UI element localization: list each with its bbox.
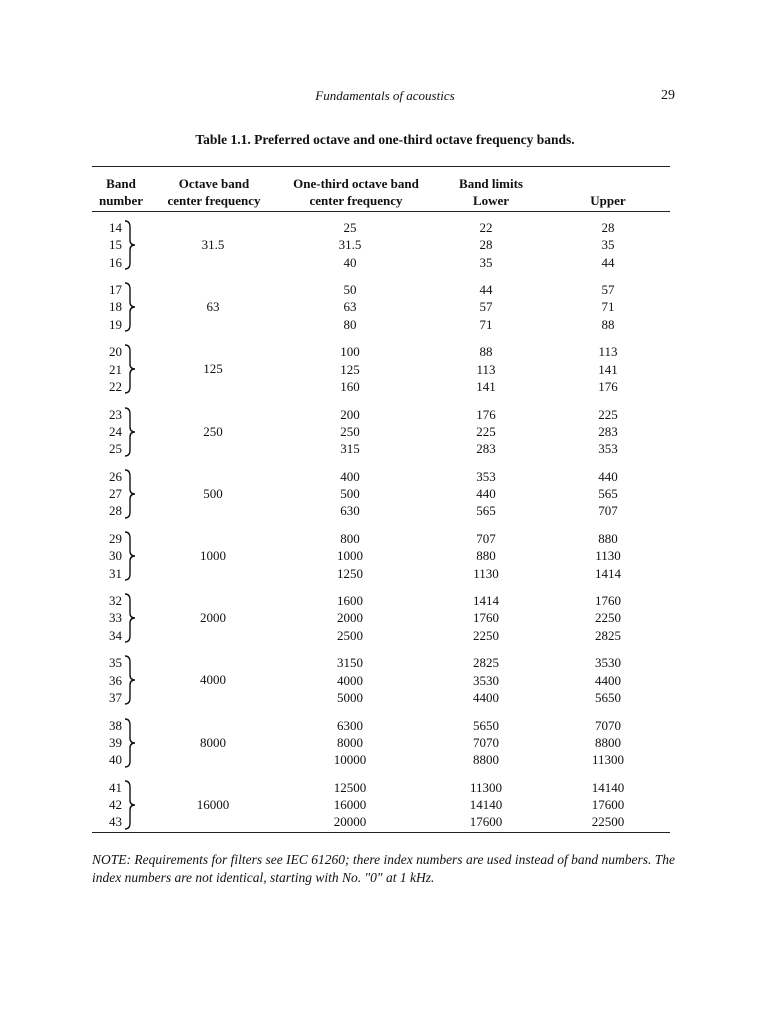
lower-limit: 176 [476, 406, 496, 422]
header-octave [150, 175, 278, 209]
octave-center: 500 [203, 485, 223, 501]
octave-center: 8000 [200, 734, 226, 750]
band-number: 32 [109, 593, 122, 609]
band-number: 39 [109, 734, 122, 750]
table-top-rule [92, 166, 670, 167]
brace-icon [123, 219, 137, 271]
brace-icon [123, 343, 137, 395]
header-limits-label: Band limits [459, 176, 523, 191]
band-number: 18 [109, 299, 122, 315]
table-row-group [92, 592, 670, 644]
lower-limit: 1130 [473, 565, 499, 581]
header-upper: Upper [590, 193, 626, 208]
header-lower: Lower [472, 193, 510, 208]
band-number: 24 [109, 423, 122, 439]
upper-limit: 283 [598, 423, 618, 439]
lower-limit: 353 [476, 468, 496, 484]
third-octave-center: 250 [340, 423, 360, 439]
lower-limit: 565 [476, 503, 496, 519]
lower-limit: 57 [479, 299, 493, 315]
third-octave-center: 315 [340, 441, 360, 457]
octave-center: 2000 [200, 610, 226, 626]
header-band [92, 175, 150, 209]
upper-limit: 57 [601, 282, 615, 298]
third-octave-center: 50 [343, 282, 357, 298]
brace-icon [123, 592, 137, 644]
brace-icon [123, 281, 137, 333]
upper-limit: 5650 [595, 689, 621, 705]
band-number: 40 [109, 752, 122, 768]
lower-limit: 5650 [473, 717, 499, 733]
lower-limit: 225 [476, 423, 496, 439]
upper-limit: 1760 [595, 593, 621, 609]
table-note: NOTE: Requirements for filters see IEC 61260; there index numbers are used instead of band numbers. The index numbers are not identical, starting with No. "0" at 1 kHz. [92, 852, 676, 885]
table-row-group [92, 779, 670, 831]
band-number: 20 [109, 344, 122, 360]
band-number: 27 [109, 486, 122, 502]
band-number: 28 [109, 503, 122, 519]
third-octave-center: 4000 [337, 672, 363, 688]
lower-limit: 44 [479, 282, 493, 298]
third-octave-center: 10000 [333, 752, 367, 768]
third-octave-center: 3150 [337, 655, 363, 671]
third-octave-center: 5000 [337, 689, 363, 705]
upper-limit: 88 [601, 316, 615, 332]
lower-limit: 11300 [469, 779, 503, 795]
band-number: 34 [109, 627, 122, 643]
lower-limit: 2250 [473, 627, 499, 643]
lower-limit: 4400 [473, 689, 499, 705]
upper-limit: 44 [601, 254, 615, 270]
band-number: 30 [109, 548, 122, 564]
upper-limit: 17600 [591, 797, 625, 813]
third-octave-center: 1250 [337, 565, 363, 581]
octave-center: 250 [203, 423, 223, 439]
third-octave-center: 16000 [333, 797, 367, 813]
third-octave-center: 25 [343, 220, 357, 235]
header-third [276, 175, 436, 209]
brace-icon [123, 406, 137, 458]
upper-limit: 22500 [591, 814, 625, 830]
lower-limit: 22 [479, 220, 493, 235]
table-row-group [92, 717, 670, 769]
lower-limit: 3530 [473, 672, 499, 688]
table-header-rule [92, 211, 670, 212]
third-octave-center: 6300 [337, 717, 363, 733]
brace-icon [123, 468, 137, 520]
octave-center: 1000 [200, 548, 226, 563]
header-third-line2: center frequency [309, 193, 403, 208]
band-number: 35 [109, 655, 122, 671]
third-octave-center: 630 [340, 503, 360, 519]
lower-limit: 28 [479, 237, 493, 253]
upper-limit: 2250 [595, 610, 621, 626]
third-octave-center: 400 [340, 468, 360, 484]
upper-limit: 71 [601, 299, 615, 315]
lower-limit: 880 [476, 548, 496, 564]
upper-limit: 28 [601, 220, 615, 235]
header-third-line1: One-third octave band [293, 176, 419, 191]
lower-limit: 283 [476, 441, 496, 457]
lower-limit: 17600 [469, 814, 503, 830]
band-number: 37 [109, 689, 122, 705]
third-octave-center: 63 [343, 299, 357, 315]
lower-limit: 88 [479, 344, 493, 360]
band-number: 25 [109, 441, 122, 457]
table-row-group [92, 468, 670, 520]
band-number: 22 [109, 378, 122, 394]
third-octave-center: 2000 [337, 610, 363, 626]
upper-limit: 880 [598, 531, 618, 546]
lower-limit: 440 [476, 486, 496, 502]
upper-limit: 176 [598, 378, 618, 394]
lower-limit: 14140 [469, 797, 503, 813]
band-number: 14 [109, 220, 122, 235]
band-number: 21 [109, 361, 122, 377]
upper-limit: 7070 [595, 717, 621, 733]
table-row-group [92, 343, 670, 395]
third-octave-center: 800 [340, 531, 360, 546]
upper-limit: 35 [601, 237, 615, 253]
header-band-line1: Band [106, 176, 136, 191]
third-octave-center: 80 [343, 316, 357, 332]
third-octave-center: 20000 [333, 814, 367, 830]
brace-icon [123, 530, 137, 582]
upper-limit: 8800 [595, 734, 621, 750]
band-number: 15 [109, 237, 122, 253]
table-row-group [92, 219, 670, 271]
band-number: 19 [109, 316, 122, 332]
upper-limit: 225 [598, 406, 618, 422]
upper-limit: 141 [598, 361, 618, 377]
octave-center: 16000 [196, 796, 230, 812]
third-octave-center: 200 [340, 406, 360, 422]
lower-limit: 141 [476, 378, 496, 394]
lower-limit: 2825 [473, 655, 499, 671]
page-number: 29 [661, 88, 675, 103]
lower-limit: 113 [476, 361, 496, 377]
upper-limit: 565 [598, 486, 618, 502]
lower-limit: 1414 [473, 593, 499, 609]
lower-limit: 707 [476, 531, 496, 546]
third-octave-center: 40 [343, 254, 357, 270]
upper-limit: 707 [598, 503, 618, 519]
table-bottom-rule [92, 832, 670, 833]
band-number: 29 [109, 531, 122, 546]
upper-limit: 2825 [595, 627, 621, 643]
octave-center: 31.5 [201, 237, 225, 252]
third-octave-center: 1000 [337, 548, 363, 564]
third-octave-center: 2500 [337, 627, 363, 643]
table-row-group [92, 281, 670, 333]
upper-limit: 11300 [591, 752, 625, 768]
third-octave-center: 160 [340, 378, 360, 394]
running-head: Fundamentals of acoustics [315, 88, 455, 103]
upper-limit: 4400 [595, 672, 621, 688]
table-row-group [92, 654, 670, 706]
third-octave-center: 12500 [333, 779, 367, 795]
upper-limit: 1414 [595, 565, 621, 581]
band-number: 17 [109, 282, 122, 298]
header-octave-line1: Octave band [178, 176, 250, 191]
lower-limit: 71 [479, 316, 493, 332]
lower-limit: 7070 [473, 734, 499, 750]
brace-icon [123, 654, 137, 706]
octave-center: 63 [206, 299, 220, 315]
third-octave-center: 31.5 [338, 237, 362, 253]
band-number: 41 [109, 779, 122, 795]
brace-icon [123, 717, 137, 769]
third-octave-center: 1600 [337, 593, 363, 609]
octave-center: 4000 [200, 672, 226, 688]
band-number: 33 [109, 610, 122, 626]
header-octave-line2: center frequency [167, 193, 261, 208]
band-number: 31 [109, 565, 122, 581]
third-octave-center: 100 [340, 344, 360, 360]
table-row-group [92, 406, 670, 458]
band-number: 23 [109, 406, 122, 422]
third-octave-center: 8000 [337, 734, 363, 750]
third-octave-center: 500 [340, 486, 360, 502]
lower-limit: 1760 [473, 610, 499, 626]
header-limits [436, 175, 546, 209]
band-number: 42 [109, 797, 122, 813]
band-number: 38 [109, 717, 122, 733]
upper-limit: 440 [598, 468, 618, 484]
upper-limit: 1130 [595, 548, 621, 564]
upper-limit: 3530 [595, 655, 621, 671]
band-number: 26 [109, 468, 122, 484]
lower-limit: 8800 [473, 752, 499, 768]
band-number: 43 [109, 814, 122, 830]
band-number: 36 [109, 672, 122, 688]
upper-limit: 353 [598, 441, 618, 457]
lower-limit: 35 [479, 254, 493, 270]
third-octave-center: 125 [340, 361, 360, 377]
band-number: 16 [109, 254, 122, 270]
brace-icon [123, 779, 137, 831]
table-caption: Table 1.1. Preferred octave and one-third octave frequency bands. [195, 132, 575, 147]
header-band-line2: number [98, 193, 144, 208]
upper-limit: 14140 [591, 779, 625, 795]
upper-limit: 113 [598, 344, 618, 360]
octave-center: 125 [203, 361, 223, 377]
table-row-group [92, 530, 670, 582]
